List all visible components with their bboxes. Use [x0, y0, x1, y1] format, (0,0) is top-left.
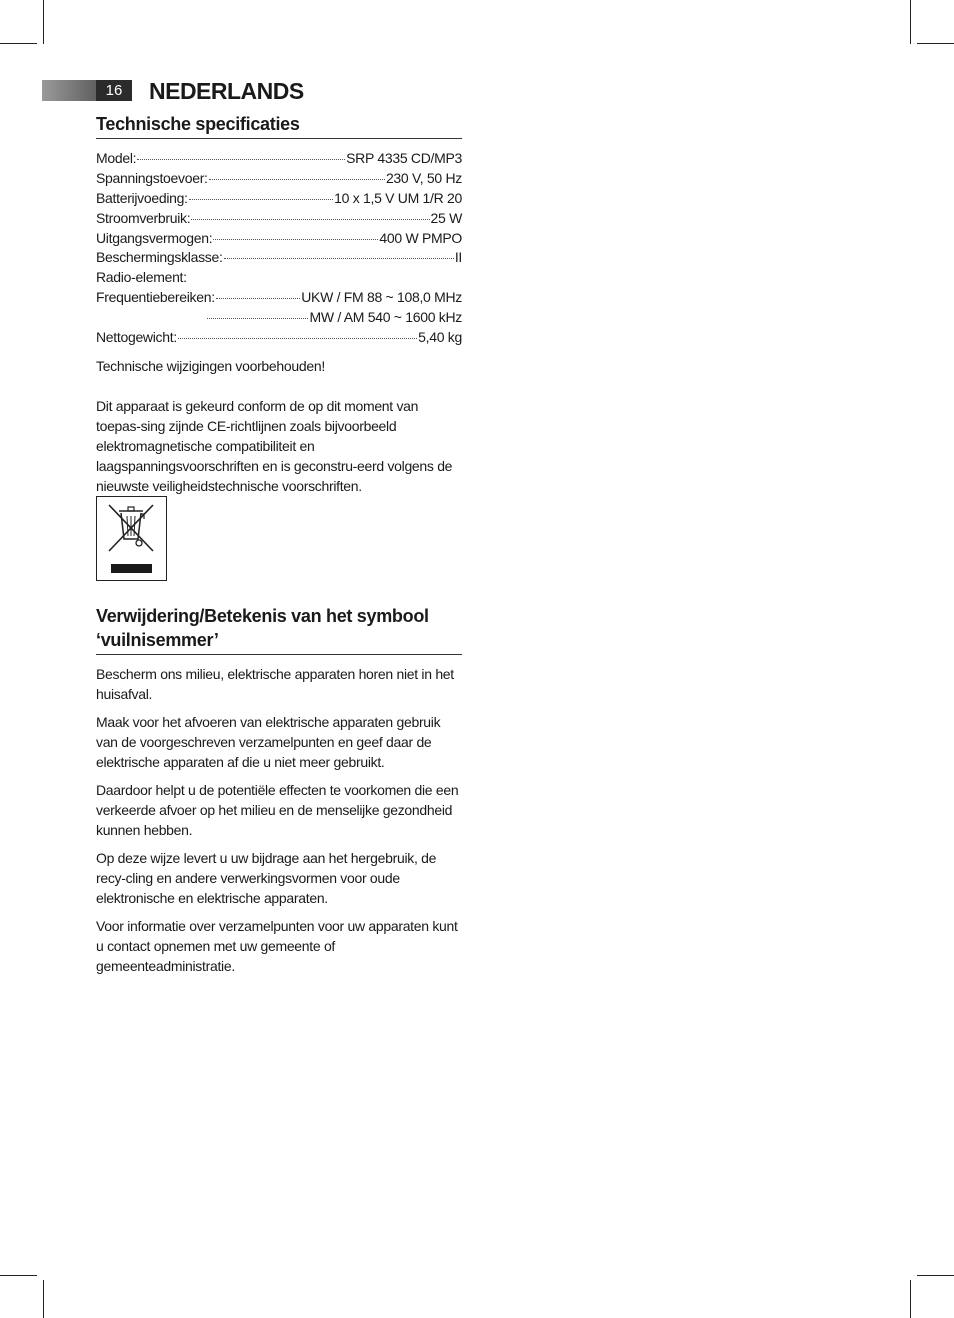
disposal-paragraph: Voor informatie over verzamelpunten voor uw apparaten kunt u contact opnemen met uw gemeente of gemeenteadministratie.	[96, 918, 458, 974]
crop-mark	[43, 1280, 44, 1318]
disposal-paragraph: Op deze wijze levert u uw bijdrage aan het hergebruik, de recy-cling en andere verwerkingsvormen voor oude elektronische en elektrische apparaten.	[96, 850, 437, 906]
spec-value: II	[454, 249, 462, 266]
spec-label: Stroomverbruik:	[96, 209, 191, 226]
spec-row	[96, 209, 462, 229]
spec-row	[96, 169, 462, 189]
dot-leader	[178, 338, 417, 339]
spec-value: 230 V, 50 Hz	[385, 169, 462, 186]
crop-mark	[910, 1280, 911, 1318]
dot-leader	[224, 258, 454, 259]
spec-value: 25 W	[430, 209, 462, 226]
dot-leader	[137, 159, 345, 160]
frequency-value-fm: UKW / FM 88 ~ 108,0 MHz	[301, 289, 462, 306]
disposal-heading	[96, 604, 462, 655]
crop-mark	[910, 0, 911, 44]
ce-conformity-text: Dit apparaat is gekeurd conform de op dit moment van toepas-sing zijnde CE-richtlijnen zoals bijvoorbeeld elektromagnetische compatibiliteit en laagspanningsvoorschriften en is geconstru-eerd volgens de nieuwste veiligheidstechnische voorschriften.	[96, 397, 453, 494]
dot-leader	[213, 239, 378, 240]
specs-heading: Technische specificaties	[96, 112, 462, 139]
disposal-paragraph: Bescherm ons milieu, elektrische apparaten horen niet in het huisafval.	[96, 666, 454, 702]
specs-section	[96, 112, 462, 496]
dot-leader	[189, 199, 333, 200]
spec-row-frequency-am	[96, 308, 462, 328]
frequency-value-am: MW / AM 540 ~ 1600 kHz	[309, 309, 462, 326]
spec-value: 10 x 1,5 V UM 1/R 20	[334, 189, 462, 206]
disposal-heading-line2: ‘vuilnisemmer’	[96, 630, 219, 650]
specs-list	[96, 149, 462, 348]
spec-row-radio	[96, 268, 462, 288]
spec-value: SRP 4335 CD/MP3	[346, 150, 462, 166]
dot-leader	[216, 298, 300, 299]
weight-label: Nettogewicht:	[96, 329, 177, 346]
spec-row	[96, 149, 462, 169]
crop-mark	[0, 43, 37, 44]
crop-mark	[0, 1275, 37, 1276]
disposal-paragraph: Daardoor helpt u de potentiële effecten te voorkomen die een verkeerde afvoer op het milieu en de menselijke gezondheid kunnen hebben.	[96, 782, 459, 838]
weight-value: 5,40 kg	[418, 329, 462, 346]
dot-leader	[207, 318, 308, 319]
spec-label: Uitgangsvermogen:	[96, 229, 213, 246]
disposal-heading-line1: Verwijdering/Betekenis van het symbool	[96, 606, 429, 626]
language-title: NEDERLANDS	[149, 78, 304, 104]
crop-mark	[917, 43, 954, 44]
disposal-paragraph: Maak voor het afvoeren van elektrische apparaten gebruik van de voorgeschreven verzamelpunten en geef daar de elektrische apparaten af die u niet meer gebruikt.	[96, 714, 441, 770]
spec-value: 400 W PMPO	[379, 229, 462, 246]
disposal-section	[96, 604, 462, 976]
spec-label: Model:	[96, 150, 137, 166]
crop-mark	[917, 1275, 954, 1276]
wheelie-bin-icon	[97, 497, 165, 579]
spec-row	[96, 189, 462, 209]
spec-row-weight	[96, 328, 462, 348]
spec-row-frequency	[96, 288, 462, 308]
dot-leader	[209, 179, 385, 180]
radio-label: Radio-element:	[96, 269, 187, 286]
spec-label: Beschermingsklasse:	[96, 249, 223, 266]
spec-label: Batterijvoeding:	[96, 189, 188, 206]
changes-note: Technische wijzigingen voorbehouden!	[96, 357, 325, 374]
spec-label: Spanningstoevoer:	[96, 169, 208, 186]
dot-leader	[191, 219, 429, 220]
crop-mark	[43, 0, 44, 44]
frequency-label: Frequentiebereiken:	[96, 289, 215, 306]
page-number: 16	[96, 80, 132, 101]
spec-row	[96, 229, 462, 249]
spec-row	[96, 248, 462, 268]
crossed-out-wheelie-bin-icon	[96, 496, 167, 581]
